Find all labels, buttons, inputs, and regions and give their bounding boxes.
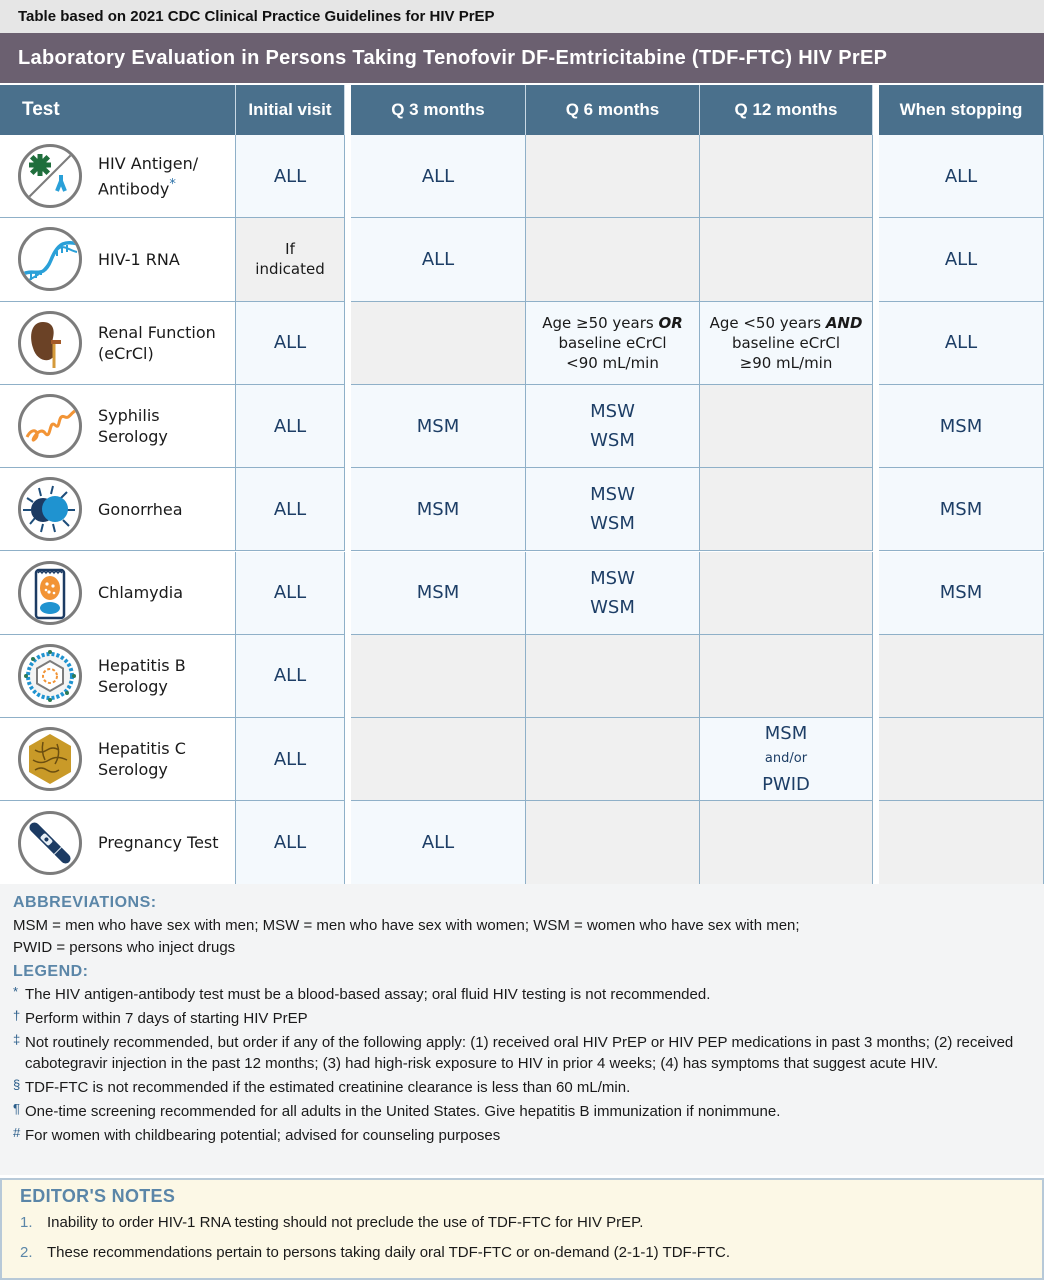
test-name [98,832,219,853]
test-name-line: Syphilis [98,406,160,426]
test-name-cell [0,801,236,884]
empty-cell [700,801,873,884]
empty-cell [526,718,700,801]
legend-text: The HIV antigen-antibody test must be a blood-based assay; oral fluid HIV testing is not recommended. [25,986,711,1003]
recommendation-cell [236,302,345,385]
chlamydia-cell-icon [18,561,82,625]
legend-text: TDF-FTC is not recommended if the estimated creatinine clearance is less than 60 mL/min. [25,1079,631,1096]
recommendation-cell [700,302,873,385]
test-name [98,249,180,270]
empty-cell [700,552,873,635]
cell-line-text: Age ≥50 years [542,313,659,332]
cell-line: baseline eCrCl [731,333,841,352]
recommendation-cell [879,385,1044,468]
recommendation-cell [526,552,700,635]
test-name-line: Renal Function [98,322,216,342]
legend-item [13,1032,1032,1074]
cell-line: MSM [416,415,460,437]
legend-item [13,984,1032,1005]
recommendation-cell [879,135,1044,218]
empty-cell [526,801,700,884]
recommendation-cell [236,135,345,218]
footnote-symbol: * [13,984,19,999]
cell-line: MSM [416,498,460,520]
cell-line: MSW [590,567,635,589]
test-name-cell [0,135,236,218]
empty-cell [526,218,700,301]
empty-cell [526,135,700,218]
pregnancy-test-icon [18,811,82,875]
recommendation-cell [236,635,345,718]
recommendation-cell [879,552,1044,635]
column-header-q-12-months: Q 12 months [700,85,873,135]
test-name-line: (eCrCl) [98,343,154,363]
cell-line: ALL [273,332,307,354]
cell-line: WSM [590,596,635,618]
empty-cell [700,218,873,301]
antigen-antibody-icon [18,144,82,208]
test-name [98,322,216,364]
recommendation-cell [879,302,1044,385]
cell-line: ALL [273,498,307,520]
empty-cell [879,801,1044,884]
recommendation-cell [236,218,345,301]
test-name-cell [0,385,236,468]
test-name-line: Serology [98,676,168,696]
empty-cell [351,635,526,718]
note-number: 2. [20,1244,33,1261]
editors-notes-box [0,1178,1044,1280]
test-name-line: Serology [98,760,168,780]
cell-line: MSM [939,498,983,520]
recommendation-cell [351,385,526,468]
test-name [98,655,186,697]
test-name [98,499,183,520]
cell-line: ALL [421,832,455,854]
legend-text: One-time screening recommended for all adults in the United States. Give hepatitis B immunization if nonimmune. [25,1103,781,1120]
legend-item [13,1125,1032,1146]
test-name-line: Hepatitis C [98,739,186,759]
cell-line: ≥90 mL/min [739,353,833,372]
column-header-initial-visit: Initial visit [236,85,345,135]
hepatitis-c-virus-icon [18,727,82,791]
test-name-line: Gonorrhea [98,499,183,519]
test-name [98,405,168,447]
test-name [98,582,183,603]
cell-line: If [285,240,295,259]
cell-line: ALL [273,832,307,854]
emphasis: AND [825,313,863,332]
cell-line: indicated [255,260,325,279]
cell-line: MSM [764,723,808,745]
note-number: 1. [20,1214,33,1231]
test-name-cell [0,635,236,718]
cell-line: and/or [764,751,808,767]
empty-cell [526,635,700,718]
footnote-symbol: § [13,1077,21,1092]
recommendation-cell [236,718,345,801]
test-name-line: HIV Antigen/ [98,153,199,173]
footnote-marker: * [169,176,176,192]
empty-cell [879,718,1044,801]
empty-cell [351,718,526,801]
footnote-symbol: # [13,1125,21,1140]
recommendation-cell [351,135,526,218]
spirochete-icon [18,394,82,458]
emphasis: OR [658,313,683,332]
cell-line: ALL [273,165,307,187]
cell-line: ALL [944,165,978,187]
recommendation-cell [236,801,345,884]
top-caption: Table based on 2021 CDC Clinical Practice Guidelines for HIV PrEP [0,0,1044,33]
cell-line: ALL [944,332,978,354]
legend-item [13,1077,1032,1098]
test-name [98,153,198,199]
cell-line: ALL [421,248,455,270]
footnote-symbol: † [13,1008,21,1023]
legend-text: Perform within 7 days of starting HIV PrEP [25,1010,308,1027]
cell-line: ALL [273,665,307,687]
recommendation-cell [351,468,526,551]
test-name-line: Chlamydia [98,583,184,603]
test-name-cell [0,218,236,301]
column-header-when-stopping: When stopping [879,85,1044,135]
cell-line: ALL [273,415,307,437]
cell-line-text: Age <50 years [709,313,826,332]
recommendation-cell [879,218,1044,301]
editors-note [20,1213,1024,1233]
test-name-cell [0,302,236,385]
recommendation-cell [351,552,526,635]
cell-line [710,313,863,333]
gonococcus-icon [18,477,82,541]
footnote-symbol: ¶ [13,1101,20,1116]
recommendation-cell [351,218,526,301]
editors-note [20,1243,1024,1263]
legend-item [13,1101,1032,1122]
recommendation-cell [700,718,873,801]
empty-cell [700,135,873,218]
cell-line: WSM [590,430,635,452]
cell-line: ALL [944,248,978,270]
recommendation-cell [526,468,700,551]
recommendation-cell [526,302,700,385]
recommendation-cell [236,468,345,551]
table-title: Laboratory Evaluation in Persons Taking Tenofovir DF-Emtricitabine (TDF-FTC) HIV PrEP [0,33,1044,83]
empty-cell [700,635,873,718]
legend-text: Not routinely recommended, but order if any of the following apply: (1) received oral HIV PrEP or HIV PEP medications in past 3 months; (2) received cabotegravir injection in the past 12 months; (3) had high-risk exposure to HIV in prior 4 weeks; (4) has symptoms that suggest acute HIV. [25,1034,1014,1072]
test-name-line: Pregnancy Test [98,833,219,853]
recommendation-cell [351,801,526,884]
notes-section [0,884,1044,1175]
recommendation-cell [236,385,345,468]
column-header-test: Test [0,85,236,135]
test-name-line: Hepatitis B [98,655,186,675]
cell-line [542,313,683,333]
test-name [98,738,186,780]
empty-cell [700,385,873,468]
kidney-icon [18,311,82,375]
cell-line: MSM [939,415,983,437]
test-name-line: Serology [98,427,168,447]
cell-line: MSM [939,582,983,604]
cell-line: ALL [273,748,307,770]
cell-line: MSW [590,401,635,423]
cell-line: PWID [762,774,810,796]
legend-list [13,984,1032,1146]
note-text: Inability to order HIV-1 RNA testing should not preclude the use of TDF-FTC for HIV PrEP. [47,1214,644,1231]
hepatitis-b-virus-icon [18,644,82,708]
editors-notes-heading: EDITOR'S NOTES [20,1186,176,1206]
test-name-cell [0,718,236,801]
column-header-q-6-months: Q 6 months [526,85,700,135]
legend-item [13,1008,1032,1029]
recommendation-cell [526,385,700,468]
recommendation-cell [879,468,1044,551]
abbreviations-heading: ABBREVIATIONS: [13,894,157,911]
test-name-cell [0,468,236,551]
empty-cell [700,468,873,551]
dna-helix-icon [18,227,82,291]
cell-line: MSM [416,582,460,604]
test-name-cell [0,552,236,635]
cell-line: <90 mL/min [566,353,659,372]
legend-text: For women with childbearing potential; advised for counseling purposes [25,1127,501,1144]
test-name-line: Antibody [98,179,170,199]
legend-heading: LEGEND: [13,963,89,980]
cell-line: baseline eCrCl [558,333,667,352]
empty-cell [351,302,526,385]
column-header-q-3-months: Q 3 months [351,85,526,135]
cell-line: WSM [590,513,635,535]
test-name-line: HIV-1 RNA [98,249,180,269]
abbreviations-line: MSM = men who have sex with men; MSW = men who have sex with women; WSM = women who have sex with men; [13,917,800,934]
footnote-symbol: ‡ [13,1032,21,1047]
abbreviations-line: PWID = persons who inject drugs [13,939,236,956]
cell-line: ALL [273,582,307,604]
cell-line: MSW [590,484,635,506]
recommendation-cell [236,552,345,635]
note-text: These recommendations pertain to persons taking daily oral TDF-FTC or on-demand (2-1-1) TDF-FTC. [47,1244,731,1261]
empty-cell [879,635,1044,718]
cell-line: ALL [421,165,455,187]
